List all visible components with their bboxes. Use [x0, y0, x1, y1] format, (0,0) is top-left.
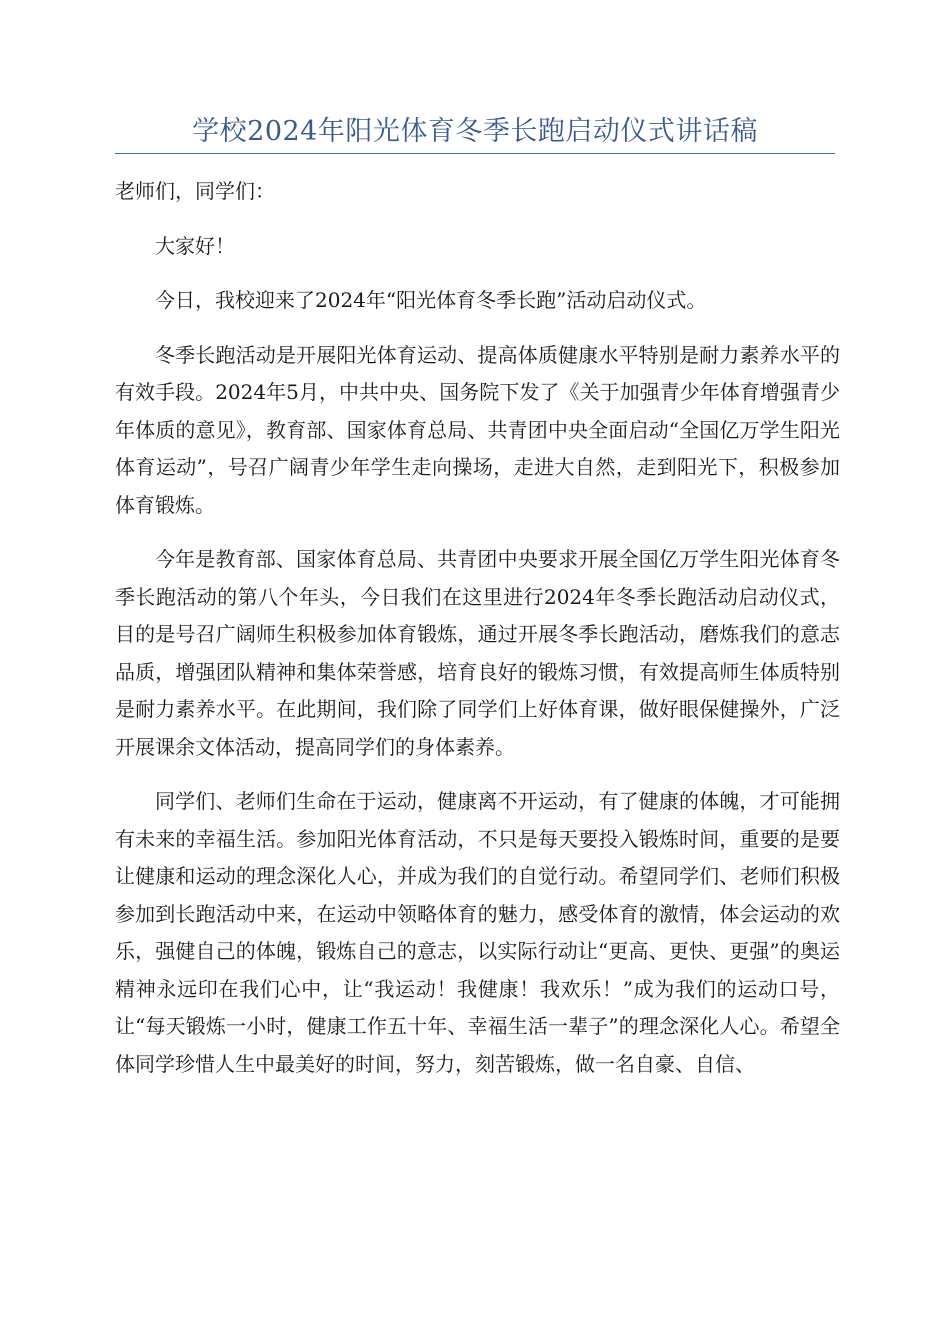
paragraph-intro: 今日，我校迎来了2024年“阳光体育冬季长跑”活动启动仪式。 — [155, 288, 707, 312]
title-underline — [115, 153, 835, 154]
paragraph-appeal: 同学们、老师们生命在于运动，健康离不开运动，有了健康的体魄，才可能拥有未来的幸福生活。参加阳光体育活动，不只是每天要投入锻炼时间，重要的是要让健康和运动的理念深化人心，并成为我们的自觉行动。希望同学们、老师们积极参加到长跑活动中来，在运动中领略体育的魅力，感受体育的激情，体会运动的欢乐，强健自己的体魄，锻炼自己的意志，以实际行动让“更高、更快、更强”的奥运精神永远印在我们心中，让“我运动！我健康！我欢乐！”成为我们的运动口号，让“每天锻炼一小时，健康工作五十年、幸福生活一辈子”的理念深化人心。希望全体同学珍惜人生中最美好的时间，努力，刻苦锻炼，做一名自豪、自信、 — [115, 789, 840, 1076]
paragraph-background: 冬季长跑活动是开展阳光体育运动、提高体质健康水平特别是耐力素养水平的有效手段。2024年5月，中共中央、国务院下发了《关于加强青少年体育增强青少年体质的意见》，教育部、国家体育总局、共青团中央全面启动“全国亿万学生阳光体育运动”，号召广阔青少年学生走向操场，走进大自然，走到阳光下，积极参加体育锻炼。 — [115, 342, 840, 517]
paragraph-greeting: 大家好！ — [155, 233, 235, 258]
paragraph-purpose: 今年是教育部、国家体育总局、共青团中央要求开展全国亿万学生阳光体育冬季长跑活动的第八个年头，今日我们在这里进行2024年冬季长跑活动启动仪式，目的是号召广阔师生积极参加体育锻炼，通过开展冬季长跑活动，磨炼我们的意志品质，增强团队精神和集体荣誉感，培育良好的锻炼习惯，有效提高师生体质特别是耐力素养水平。在此期间，我们除了同学们上好体育课，做好眼保健操外，广泛开展课余文体活动，提高同学们的身体素养。 — [115, 547, 840, 759]
document-title: 学校2024年阳光体育冬季长跑启动仪式讲话稿 — [192, 116, 758, 147]
document-body — [115, 173, 840, 1100]
salutation: 老师们，同学们： — [115, 179, 275, 203]
